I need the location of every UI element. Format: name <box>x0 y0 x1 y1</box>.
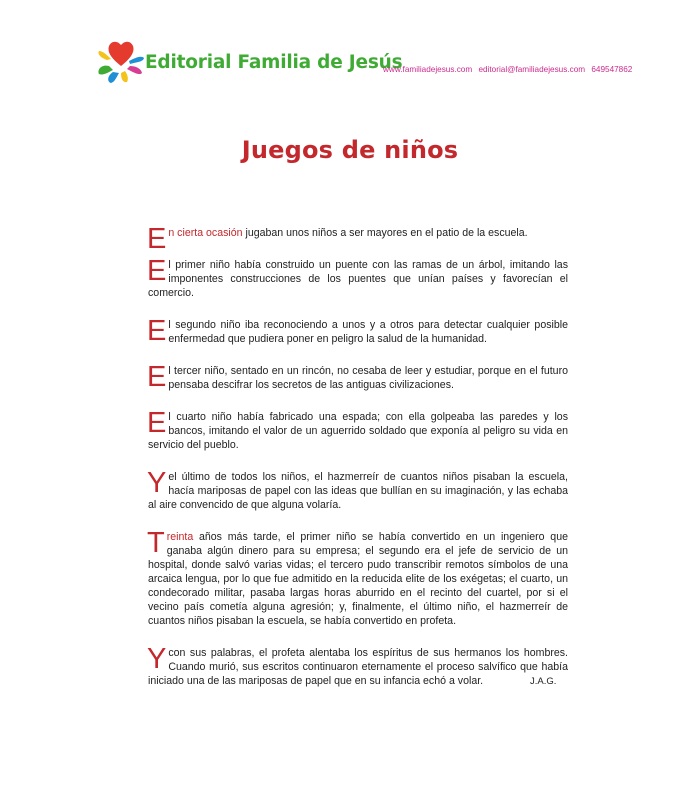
website-link[interactable]: www.familiadejesus.com <box>383 65 473 74</box>
page-title: Juegos de niños <box>241 136 459 165</box>
paragraph <box>147 407 568 452</box>
paragraph-text: con sus palabras, el profeta alentaba los espíritus de sus hermanos los hombres. Cuando murió, sus escritos continuaron eternamente el proceso salvífico que había iniciado una de las mariposas de papel que en su infancia echó a volar. <box>148 647 568 687</box>
paragraph <box>147 361 568 393</box>
paragraph <box>147 223 568 255</box>
drop-cap: Y <box>147 467 167 499</box>
paragraph-text: l primer niño había construido un puente con las ramas de un árbol, imitando las imponentes construcciones de los puentes que unían países y favorecían el comercio. <box>148 259 568 299</box>
paragraph <box>147 643 568 688</box>
drop-cap: E <box>147 223 167 255</box>
lead-in: n cierta ocasión <box>168 227 243 239</box>
lead-in: reinta <box>166 531 194 543</box>
paragraph <box>147 527 568 628</box>
paragraph-text: el último de todos los niños, el hazmerreír de cuantos niños pisaban la escuela, hacía mariposas de papel con las ideas que bullían en su imaginación, y las echaba al aire convencido de que alguna volaría. <box>148 471 568 511</box>
paragraph <box>147 255 568 300</box>
email-link[interactable]: editorial@familiadejesus.com <box>478 65 586 74</box>
paragraph <box>147 315 568 347</box>
story-body <box>147 223 568 706</box>
paragraph-text: l cuarto niño había fabricado una espada; con ella golpeaba las paredes y los bancos, imitando el valor de un aguerrido soldado que exponía al peligro su vida en servicio del pueblo. <box>148 411 568 451</box>
publisher-header <box>95 32 655 84</box>
heart-hands-logo-icon <box>95 36 147 84</box>
contact-info <box>383 65 636 74</box>
drop-cap: Y <box>147 643 167 675</box>
drop-cap: E <box>147 315 167 347</box>
paragraph <box>147 467 568 512</box>
drop-cap: E <box>147 361 167 393</box>
drop-cap: T <box>147 527 165 559</box>
phone-number: 649547862 <box>591 65 633 74</box>
author-signature: J.A.G. <box>530 676 557 687</box>
drop-cap: E <box>147 407 167 439</box>
paragraph-text: jugaban unos niños a ser mayores en el patio de la escuela. <box>242 227 528 239</box>
paragraph-text: años más tarde, el primer niño se había convertido en un ingeniero que ganaba algún dinero para su empresa; el segundo era el jefe de servicio de un hospital, donde salvó varias vidas; el tercero pudo transcribir remotos símbolos de una arcaica lengua, por lo que fue admitido en la reducida elite de los exégetas; el cuarto, un condecorado militar, pasaba largas horas aburrido en el recinto del cuartel, por si el vecino país cometía alguna agresión; y, finalmente, el último niño, el hazmerreír de cuantos niños pisaban la escuela, se había convertido en profeta. <box>148 531 568 627</box>
paragraph-text: l tercer niño, sentado en un rincón, no cesaba de leer y estudiar, porque en el futuro pensaba descifrar los secretos de las antiguas civilizaciones. <box>168 365 568 391</box>
drop-cap: E <box>147 255 167 287</box>
paragraph-text: l segundo niño iba reconociendo a unos y a otros para detectar cualquier posible enfermedad que pudiera poner en peligro la salud de la humanidad. <box>168 319 568 345</box>
publisher-name: Editorial Familia de Jesús <box>145 52 403 73</box>
